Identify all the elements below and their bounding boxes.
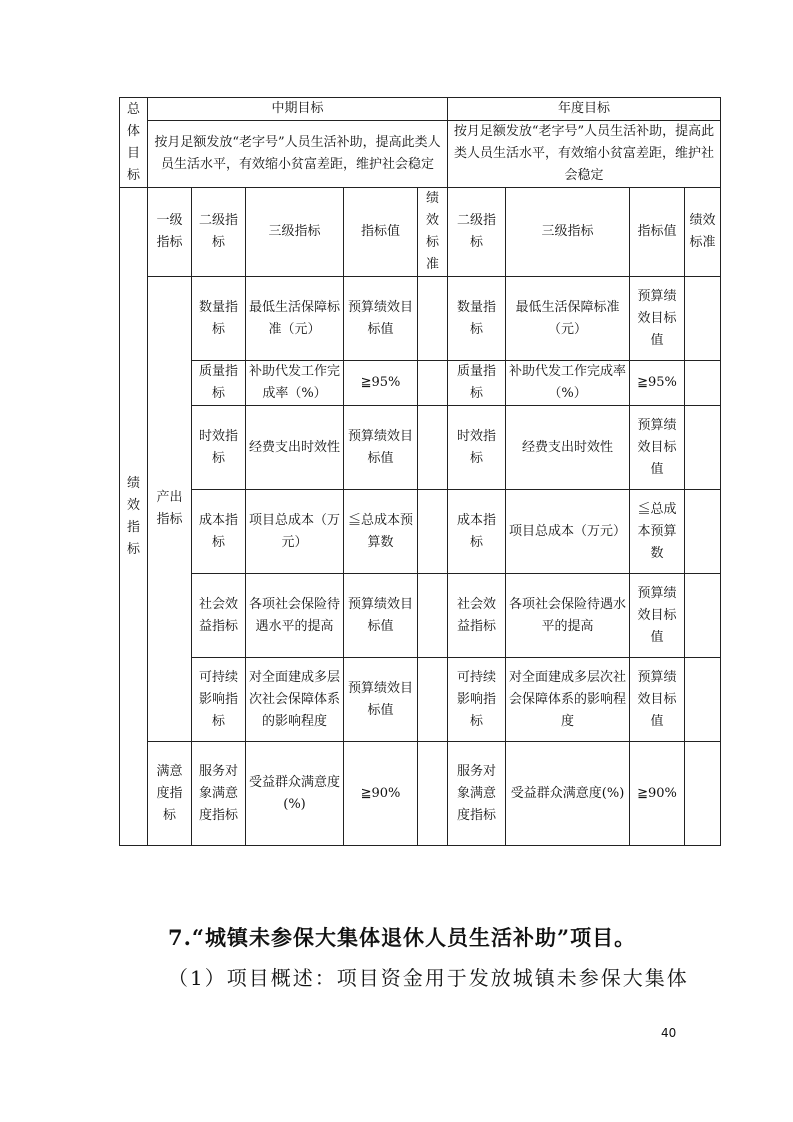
page-number: 40	[661, 1026, 677, 1040]
col-standard-annual: 绩效标准	[685, 188, 721, 277]
row-value-annual: ≧95%	[630, 361, 685, 406]
row-level3-annual: 对全面建成多层次社会保障体系的影响程度	[506, 658, 630, 742]
row-level2: 质量指标	[192, 361, 246, 406]
row-value: ≦总成本预算数	[344, 490, 418, 574]
row-standard	[418, 406, 448, 490]
row-level2-annual: 服务对象满意度指标	[448, 742, 506, 846]
row-value: 预算绩效目标值	[344, 406, 418, 490]
row-standard	[418, 277, 448, 361]
row-value-annual: 预算绩效目标值	[630, 277, 685, 361]
row-level2: 数量指标	[192, 277, 246, 361]
row-level2-annual: 成本指标	[448, 490, 506, 574]
col-level3: 三级指标	[246, 188, 344, 277]
row-level3-annual: 项目总成本（万元）	[506, 490, 630, 574]
row-level2-annual: 社会效益指标	[448, 574, 506, 658]
row-level3: 受益群众满意度(%)	[246, 742, 344, 846]
row-standard	[418, 490, 448, 574]
row-level3-annual: 各项社会保险待遇水平的提高	[506, 574, 630, 658]
row-level3-annual: 受益群众满意度(%)	[506, 742, 630, 846]
row-value-annual: 预算绩效目标值	[630, 658, 685, 742]
mid-term-goal: 按月足额发放“老字号”人员生活补助，提高此类人员生活水平，有效缩小贫富差距，维护社会稳定	[148, 121, 448, 188]
row-level3: 各项社会保险待遇水平的提高	[246, 574, 344, 658]
row-level3-annual: 经费支出时效性	[506, 406, 630, 490]
row-value: 预算绩效目标值	[344, 658, 418, 742]
row-level2-annual: 可持续影响指标	[448, 658, 506, 742]
row-value-annual: 预算绩效目标值	[630, 574, 685, 658]
annual-goal: 按月足额发放“老字号”人员生活补助，提高此类人员生活水平，有效缩小贫富差距，维护社会稳定	[448, 121, 721, 188]
overall-goal-label: 总体目标	[120, 98, 148, 188]
col-standard: 绩效标准	[418, 188, 448, 277]
row-level3: 对全面建成多层次社会保障体系的影响程度	[246, 658, 344, 742]
row-standard	[418, 742, 448, 846]
row-standard	[418, 361, 448, 406]
col-level1: 一级指标	[148, 188, 192, 277]
row-standard-annual	[685, 361, 721, 406]
row-value: 预算绩效目标值	[344, 277, 418, 361]
output-label: 产出指标	[148, 277, 192, 742]
row-standard-annual	[685, 406, 721, 490]
row-level3: 项目总成本（万元）	[246, 490, 344, 574]
row-level2-annual: 时效指标	[448, 406, 506, 490]
row-value: ≧95%	[344, 361, 418, 406]
mid-term-header: 中期目标	[148, 98, 448, 121]
row-level2: 成本指标	[192, 490, 246, 574]
row-level2: 服务对象满意度指标	[192, 742, 246, 846]
row-level2: 时效指标	[192, 406, 246, 490]
col-level2: 二级指标	[192, 188, 246, 277]
row-level3-annual: 最低生活保障标准（元）	[506, 277, 630, 361]
row-value-annual: ≦总成本预算数	[630, 490, 685, 574]
row-level2: 社会效益指标	[192, 574, 246, 658]
row-level3: 经费支出时效性	[246, 406, 344, 490]
col-level2-annual: 二级指标	[448, 188, 506, 277]
perf-label: 绩效指标	[120, 188, 148, 846]
row-value: 预算绩效目标值	[344, 574, 418, 658]
satisfaction-label: 满意度指标	[148, 742, 192, 846]
row-level2-annual: 数量指标	[448, 277, 506, 361]
row-level2-annual: 质量指标	[448, 361, 506, 406]
row-standard-annual	[685, 742, 721, 846]
row-level2: 可持续影响指标	[192, 658, 246, 742]
section-heading: 7.“城镇未参保大集体退休人员生活补助”项目。	[168, 925, 637, 950]
row-standard	[418, 574, 448, 658]
row-standard-annual	[685, 574, 721, 658]
row-value-annual: 预算绩效目标值	[630, 406, 685, 490]
row-standard	[418, 658, 448, 742]
col-level3-annual: 三级指标	[506, 188, 630, 277]
performance-table	[119, 97, 721, 846]
project-overview-paragraph: （1）项目概述：项目资金用于发放城镇未参保大集体	[168, 966, 689, 990]
row-standard-annual	[685, 277, 721, 361]
row-level3: 最低生活保障标准（元）	[246, 277, 344, 361]
col-value: 指标值	[344, 188, 418, 277]
row-value: ≧90%	[344, 742, 418, 846]
row-value-annual: ≧90%	[630, 742, 685, 846]
row-level3-annual: 补助代发工作完成率（%）	[506, 361, 630, 406]
col-value-annual: 指标值	[630, 188, 685, 277]
row-level3: 补助代发工作完成率（%）	[246, 361, 344, 406]
row-standard-annual	[685, 658, 721, 742]
row-standard-annual	[685, 490, 721, 574]
annual-header: 年度目标	[448, 98, 721, 121]
